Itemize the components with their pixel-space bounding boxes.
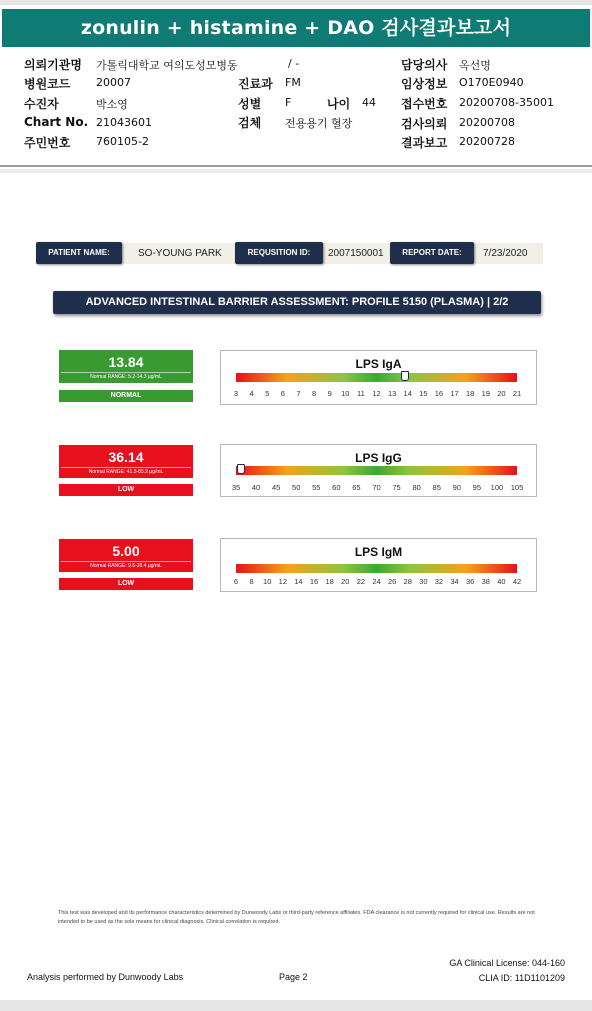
gauge-tick-label: 18 [325, 577, 334, 586]
patient-label: 수진자 [24, 97, 59, 111]
gauge-tick-label: 18 [465, 389, 475, 398]
gauge-tick-label: 40 [251, 483, 261, 492]
patient-value: 박소영 [96, 98, 128, 111]
bottom-strip [0, 1000, 592, 1011]
gauge-tick-label: 13 [387, 389, 397, 398]
gauge-tick-label: 32 [434, 577, 444, 586]
gauge-tick-label: 34 [450, 577, 459, 586]
ward-separator: / - [288, 57, 300, 70]
gauge-marker [401, 371, 409, 381]
gauge-lps-igg [220, 444, 537, 497]
gauge-tick-label: 11 [356, 389, 365, 398]
report-date-label: REPORT DATE: [390, 242, 474, 264]
footer-lab: Analysis performed by Dunwoody Labs [27, 972, 184, 982]
gauge-tick-label: 95 [472, 483, 482, 492]
gauge-tick-label: 14 [403, 389, 412, 398]
receipt-value: 20200708-35001 [459, 96, 554, 109]
footer-clia: CLIA ID: 11D1101209 [478, 973, 565, 983]
requisition-id-value: 2007150001 [328, 248, 384, 259]
gauge-tick-label: 24 [372, 577, 381, 586]
gauge-title: LPS IgM [354, 545, 403, 559]
request-value: 20200708 [459, 116, 515, 129]
specimen-label: 검체 [238, 116, 262, 130]
hospital-code-value: 20007 [96, 76, 131, 89]
age-value: 44 [362, 96, 376, 109]
normal-range: Normal RANGE: 9.6-28.4 µg/mL [61, 561, 191, 571]
gauge-lps-igm [220, 538, 537, 592]
gauge-tick-label: 30 [419, 577, 428, 586]
resident-label: 주민번호 [24, 136, 71, 150]
gauge-tick-label: 50 [292, 483, 301, 492]
status-badge: LOW [59, 484, 193, 496]
gauge-tick-label: 55 [312, 483, 321, 492]
sex-value: F [285, 96, 292, 109]
header-divider-shadow [0, 169, 592, 173]
gauge-tick-label: 10 [341, 389, 350, 398]
gauge-tick-label: 75 [392, 483, 401, 492]
hospital-code-label: 병원코드 [24, 77, 71, 91]
resident-value: 760105-2 [96, 135, 149, 148]
report-date-value: 7/23/2020 [483, 248, 528, 259]
gauge-tick-label: 85 [432, 483, 441, 492]
gauge-tick-label: 14 [294, 577, 303, 586]
patient-name-value: SO-YOUNG PARK [138, 248, 222, 259]
gauge-tick-label: 40 [497, 577, 506, 586]
age-label: 나이 [327, 97, 351, 111]
receipt-label: 접수번호 [401, 97, 448, 111]
gauge-tick-label: 45 [271, 483, 281, 492]
gauge-tick-label: 100 [490, 483, 504, 492]
patient-name-label: PATIENT NAME: [36, 242, 122, 264]
gauge-tick-label: 6 [280, 389, 285, 398]
gauge-tick-label: 20 [497, 389, 506, 398]
gauge-tick-label: 20 [341, 577, 350, 586]
gauge-tick-label: 28 [403, 577, 412, 586]
gauge-tick-label: 17 [450, 389, 459, 398]
gauge-title: LPS IgG [355, 451, 402, 465]
gauge-bar [236, 466, 517, 475]
gauge-tick-label: 105 [510, 483, 524, 492]
gauge-tick-label: 8 [249, 577, 254, 586]
gauge-tick-label: 22 [356, 577, 366, 586]
doctor-value: 옥선명 [459, 59, 491, 72]
result-box-iga [59, 350, 193, 383]
report-title: zonulin + histamine + DAO 검사결과보고서 [2, 9, 590, 47]
institution-label: 의뢰기관명 [24, 58, 82, 72]
result-report-value: 20200728 [459, 135, 515, 148]
top-strip [0, 0, 592, 5]
gauge-tick-label: 65 [352, 483, 361, 492]
header-divider [0, 165, 592, 167]
gauge-tick-label: 12 [278, 577, 287, 586]
gauge-tick-label: 38 [481, 577, 490, 586]
gauge-tick-label: 10 [263, 577, 272, 586]
gauge-tick-label: 15 [419, 389, 428, 398]
footer-license: GA Clinical License: 044-160 [449, 958, 565, 968]
gauge-tick-label: 42 [512, 577, 522, 586]
sex-label: 성별 [238, 97, 262, 111]
department-label: 진료과 [238, 77, 273, 91]
gauge-marker [237, 464, 245, 474]
gauge-tick-label: 4 [249, 389, 254, 398]
gauge-tick-label: 7 [296, 389, 301, 398]
status-badge: LOW [59, 578, 193, 590]
requisition-id-label: REQUSITION ID: [235, 242, 323, 264]
gauge-tick-label: 12 [372, 389, 381, 398]
result-value: 36.14 [108, 449, 144, 465]
gauge-tick-label: 5 [265, 389, 270, 398]
gauge-lps-iga [220, 350, 537, 405]
gauge-tick-label: 35 [231, 483, 241, 492]
gauge-tick-label: 8 [311, 389, 317, 398]
result-box-igg [59, 445, 193, 478]
gauge-tick-label: 70 [372, 483, 381, 492]
status-badge: NORMAL [59, 390, 193, 402]
department-value: FM [285, 76, 301, 89]
result-value: 5.00 [112, 543, 140, 559]
result-report-label: 결과보고 [401, 136, 448, 150]
gauge-tick-label: 60 [332, 483, 341, 492]
gauge-tick-label: 26 [387, 577, 397, 586]
gauge-tick-label: 16 [309, 577, 319, 586]
request-label: 검사의뢰 [401, 117, 448, 131]
gauge-tick-label: 90 [452, 483, 461, 492]
assessment-title: ADVANCED INTESTINAL BARRIER ASSESSMENT: PROFILE 5150 (PLASMA) | 2/2 [53, 291, 541, 314]
result-box-igm [59, 539, 193, 572]
normal-range: Normal RANGE: 5.2-14.3 µg/mL [61, 372, 191, 382]
gauge-tick-label: 3 [233, 389, 239, 398]
gauge-tick-label: 36 [465, 577, 475, 586]
gauge-tick-label: 21 [512, 389, 522, 398]
gauge-tick-label: 80 [412, 483, 421, 492]
gauge-bar [236, 564, 517, 573]
specimen-value: 전용용기 혈장 [285, 117, 353, 130]
clinical-label: 임상정보 [401, 77, 448, 91]
gauge-tick-label: 16 [434, 389, 444, 398]
doctor-label: 담당의사 [401, 58, 448, 72]
institution-value: 가톨릭대학교 여의도성모병동 [96, 59, 238, 72]
footer-page: Page 2 [279, 972, 308, 982]
chart-no-value: 21043601 [96, 116, 152, 129]
result-value: 13.84 [108, 354, 144, 370]
gauge-tick-label: 19 [481, 389, 490, 398]
chart-no-label: Chart No. [24, 115, 89, 129]
clinical-value: O170E0940 [459, 76, 524, 89]
gauge-tick-label: 9 [327, 389, 332, 398]
disclaimer-text: This test was developed and its performance characteristics determined by Dunwoody Labs or third-party reference affiliates. FDA clearance is not currently required for clinical use. Results are not intended to be used as the sole means for clinical diagnosis. Clinical correlation is required. [58, 910, 535, 925]
gauge-bar [236, 373, 517, 382]
gauge-tick-label: 6 [233, 577, 239, 586]
gauge-title: LPS IgA [355, 357, 402, 371]
normal-range: Normal RANGE: 41.5-85.9 µg/mL [61, 467, 191, 477]
